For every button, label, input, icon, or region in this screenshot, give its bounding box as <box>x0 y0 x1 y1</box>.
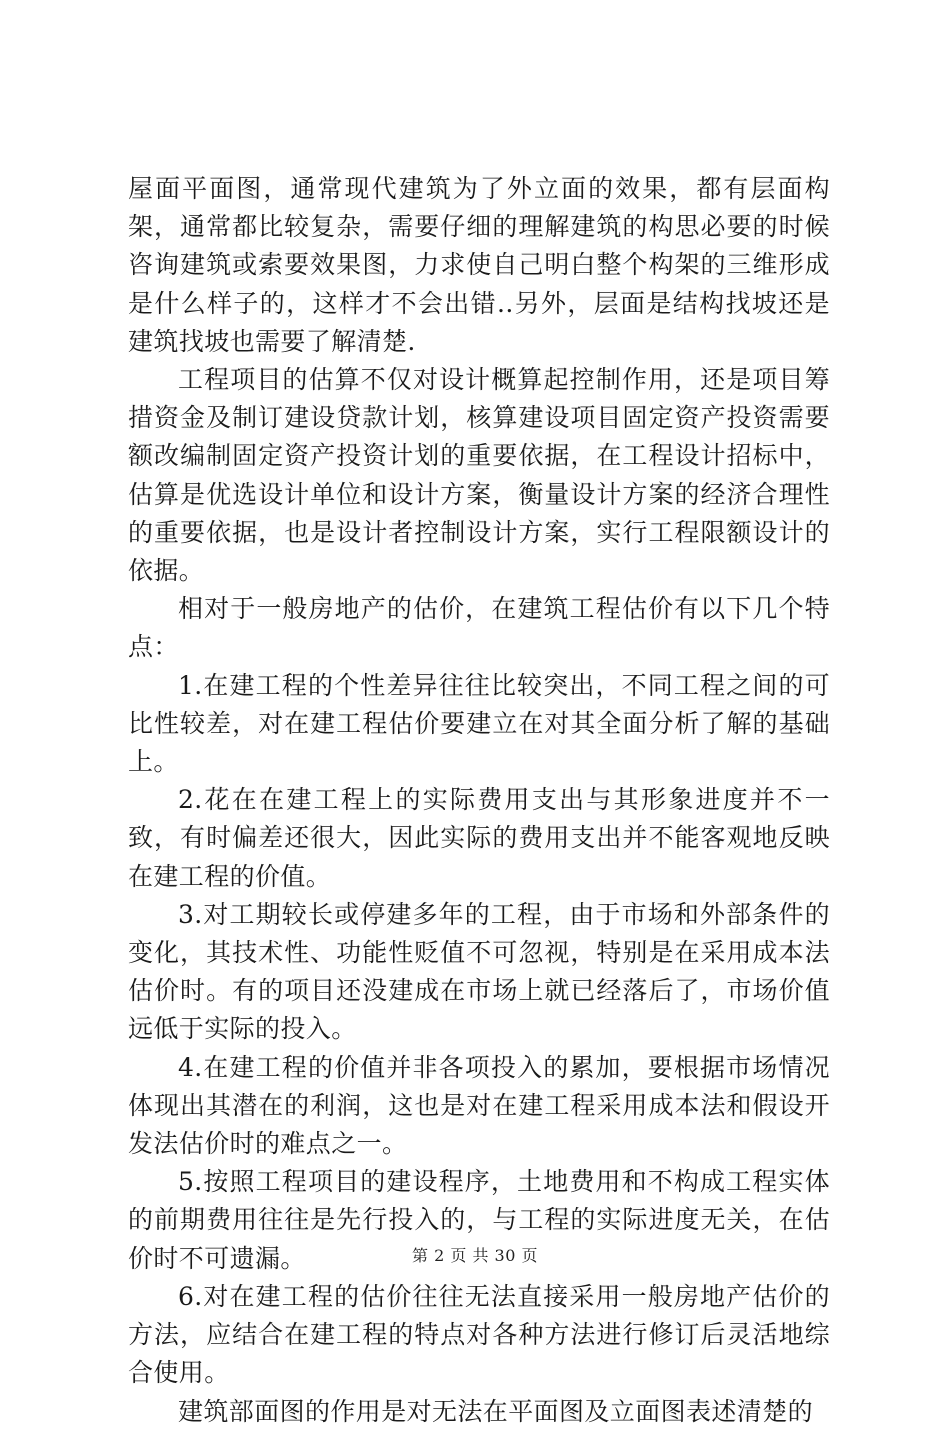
paragraph-valuation-features-intro: 相对于一般房地产的估价，在建筑工程估价有以下几个特点： <box>128 594 830 662</box>
paragraph-feature-3: 3.对工期较长或停建多年的工程，由于市场和外部条件的变化，其技术性、功能性贬值不可忽视，特别是在采用成本法估价时。有的项目还没建成在市场上就已经落后了，市场价值远低于实际的投入。 <box>128 899 830 1044</box>
paragraph-section-drawing: 建筑部面图的作用是对无法在平面图及立面图表述清楚的 <box>178 1396 814 1426</box>
paragraph-project-estimate: 工程项目的估算不仅对设计概算起控制作用，还是项目筹措资金及制订建设贷款计划，核算建设项目固定资产投资需要额改编制固定资产投资计划的重要依据，在工程设计招标中，估算是优选设计单位和设计方案，衡量设计方案的经济合理性的重要依据，也是设计者控制设计方案，实行工程限额设计的依据。 <box>128 365 830 586</box>
page-number-footer: 第 2 页 共 30 页 <box>412 1246 538 1265</box>
paragraph-feature-5: 5.按照工程项目的建设程序，土地费用和不构成工程实体的前期费用往往是先行投入的，与工程的实际进度无关，在估价时不可遗漏。 <box>128 1167 830 1273</box>
paragraph-feature-6: 6.对在建工程的估价往往无法直接采用一般房地产估价的方法，应结合在建工程的特点对各种方法进行修订后灵活地综合使用。 <box>128 1281 830 1388</box>
paragraph-feature-2: 2.花在在建工程上的实际费用支出与其形象进度并不一致，有时偏差还很大，因此实际的费用支出并不能客观地反映在建工程的价值。 <box>128 785 830 891</box>
paragraph-roof-plan: 屋面平面图，通常现代建筑为了外立面的效果，都有层面构架，通常都比较复杂，需要仔细的理解建筑的构思必要的时候咨询建筑或索要效果图，力求使自己明白整个构架的三维形成是什么样子的，这样才不会出错..另外，层面是结构找坡还是建筑找坡也需要了解清楚. <box>128 174 830 356</box>
paragraph-feature-1: 1.在建工程的个性差异往往比较突出，不同工程之间的可比性较差，对在建工程估价要建立在对其全面分析了解的基础上。 <box>128 670 830 777</box>
paragraph-feature-4: 4.在建工程的价值并非各项投入的累加，要根据市场情况体现出其潜在的利润，这也是对在建工程采用成本法和假设开发法估价时的难点之一。 <box>128 1052 830 1159</box>
document-body <box>128 170 830 1431</box>
